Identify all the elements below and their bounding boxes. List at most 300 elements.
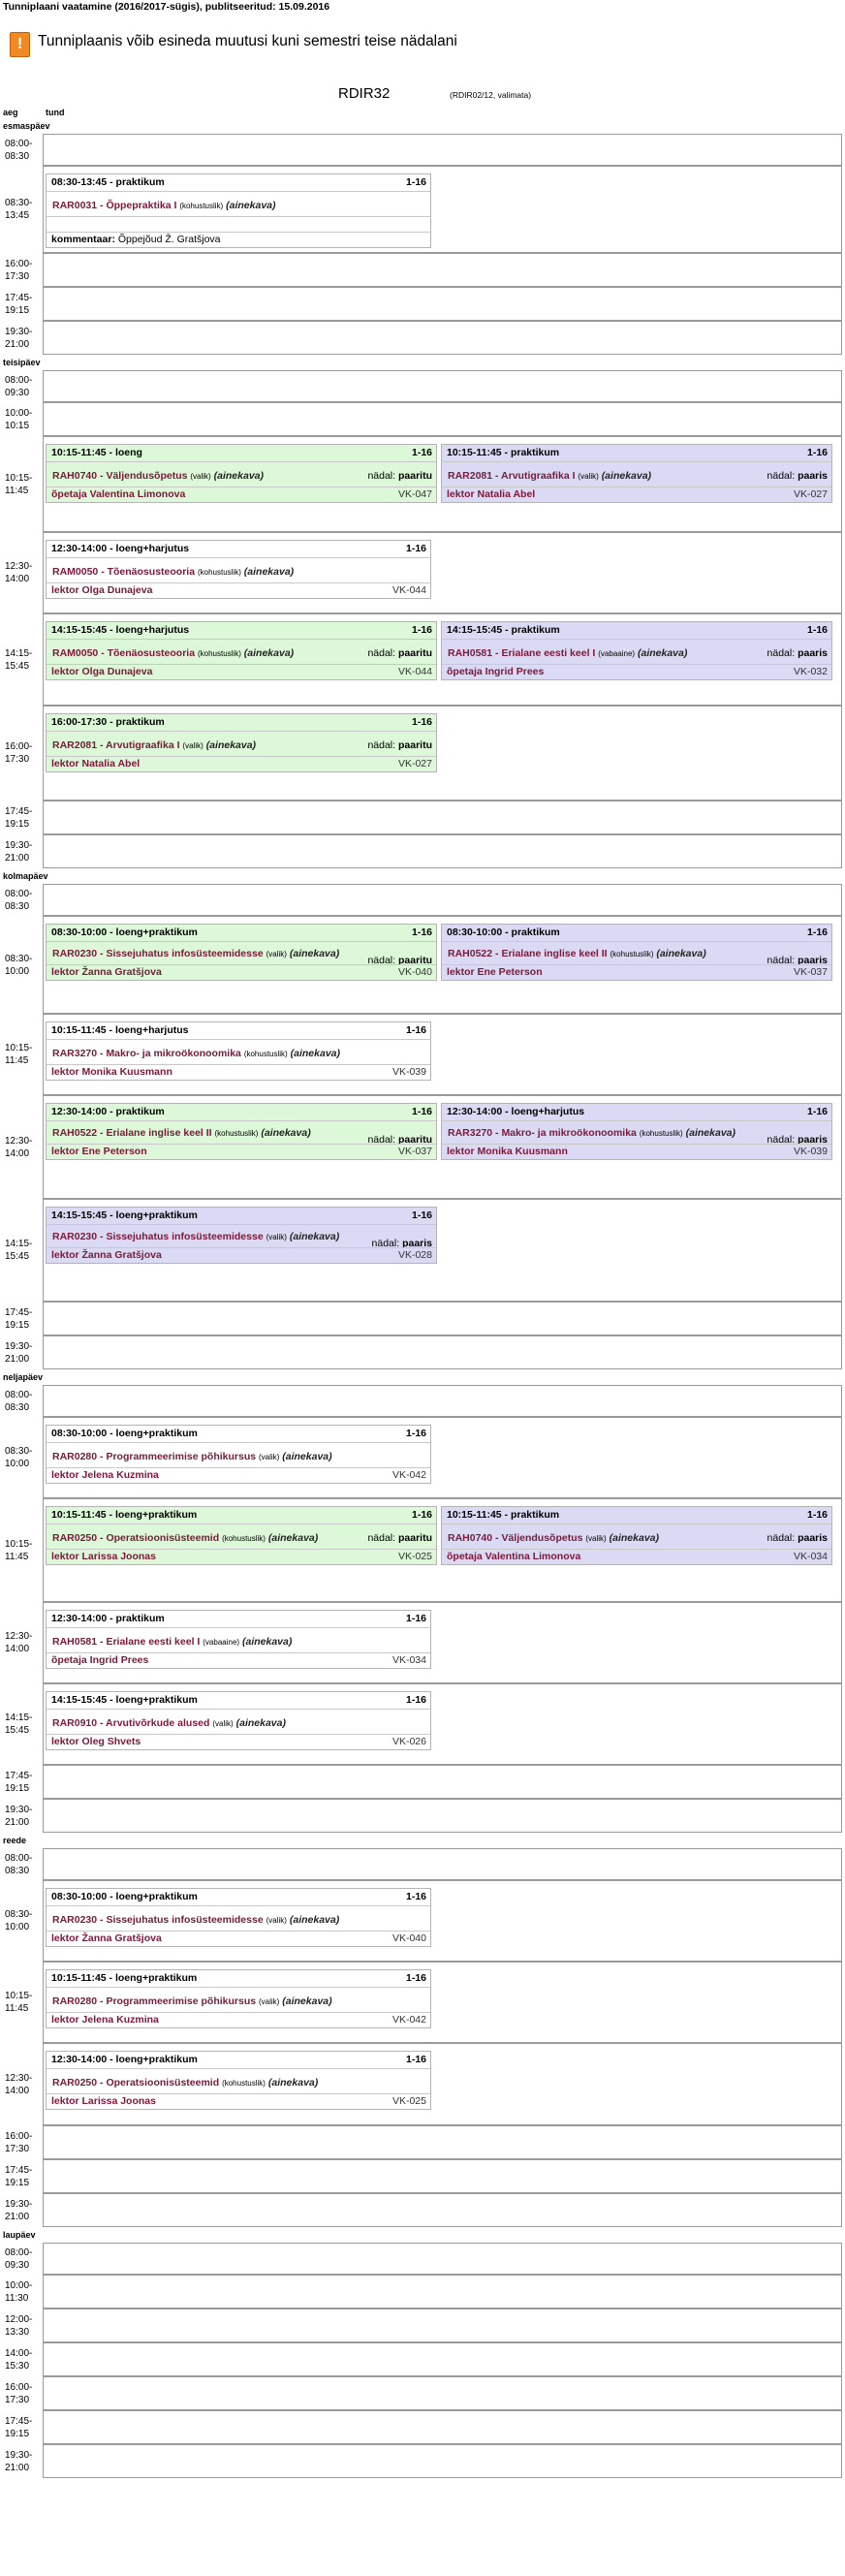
slot-cell — [43, 2193, 842, 2227]
subject-link[interactable]: RAR0230 - Sissejuhatus infosüsteemidesse — [52, 948, 264, 959]
subject-kind: (kohustuslik) — [610, 950, 654, 958]
parity-value: paaritu — [397, 739, 432, 751]
ainekava-link[interactable]: (ainekava) — [243, 647, 295, 659]
slot-cell — [43, 2444, 842, 2478]
slot-time: 10:00- 10:15 — [5, 407, 33, 431]
class-lecturer-row — [47, 487, 436, 502]
lecturer-name[interactable]: õpetaja Ingrid Prees — [447, 666, 545, 677]
ainekava-link[interactable]: (ainekava) — [289, 1914, 340, 1926]
slot-time: 08:00- 08:30 — [5, 138, 33, 162]
time-slot-row — [3, 2275, 842, 2309]
lecturer-name[interactable]: lektor Ene Peterson — [447, 966, 543, 978]
class-header — [47, 1611, 430, 1627]
subject-link[interactable]: RAH0581 - Erialane eesti keel I — [52, 1636, 201, 1648]
class-card[interactable] — [46, 924, 437, 981]
class-card[interactable] — [46, 1888, 431, 1947]
time-slot-row — [3, 1095, 842, 1199]
slot-cell — [43, 2410, 842, 2444]
slot-time: 16:00- 17:30 — [5, 2381, 33, 2405]
time-slot-row — [3, 436, 842, 532]
ainekava-link[interactable]: (ainekava) — [656, 948, 706, 959]
class-time-type: 14:15-15:45 - loeng+harjutus — [51, 624, 190, 636]
slot-time: 17:45- 19:15 — [5, 2164, 33, 2188]
class-header — [47, 1104, 436, 1120]
parity-value: paaritu — [397, 647, 432, 659]
class-lecturer-row — [47, 664, 436, 679]
subject-link[interactable]: RAR0250 - Operatsioonisüsteemid — [52, 1532, 220, 1544]
class-header — [47, 1970, 430, 1987]
slot-time: 10:15- 11:45 — [5, 1538, 33, 1562]
time-slot-row — [3, 2444, 842, 2478]
slot-cell — [43, 2376, 842, 2410]
time-slot-row — [3, 370, 842, 402]
class-weeks: 1-16 — [806, 1106, 828, 1117]
subject-link[interactable]: RAR0230 - Sissejuhatus infosüsteemidesse — [52, 1231, 264, 1242]
class-header — [442, 622, 831, 639]
lecturer-name[interactable]: lektor Natalia Abel — [51, 758, 141, 770]
class-lecturer-row — [47, 1931, 430, 1946]
class-weeks: 1-16 — [405, 1694, 426, 1706]
ainekava-link[interactable]: (ainekava) — [685, 1127, 736, 1139]
slot-cell — [43, 2342, 842, 2376]
ainekava-link[interactable]: (ainekava) — [290, 1048, 341, 1059]
parity-value: paaris — [402, 1238, 432, 1249]
class-lecturer-row — [47, 582, 430, 598]
class-weeks: 1-16 — [806, 927, 828, 938]
class-lecturer-row — [47, 756, 436, 771]
ainekava-link[interactable]: (ainekava) — [609, 1532, 660, 1544]
room-code: VK-042 — [391, 1469, 426, 1481]
class-empty-row — [47, 216, 430, 232]
week-parity — [367, 1531, 432, 1545]
class-subject-row — [47, 731, 436, 756]
subject-link[interactable]: RAR3270 - Makro- ja mikroökonoomika — [448, 1127, 637, 1139]
subject-kind: (valik) — [259, 1997, 280, 2006]
lecturer-name[interactable]: lektor Natalia Abel — [447, 488, 536, 500]
time-slot-row — [3, 2243, 842, 2275]
time-slot-row — [3, 532, 842, 613]
room-subtitle: (RDIR02/12, valimata) — [450, 90, 532, 100]
ainekava-link[interactable]: (ainekava) — [267, 2077, 319, 2089]
slot-time: 12:30- 14:00 — [5, 1135, 33, 1159]
class-header — [47, 2052, 430, 2068]
day-title-kolmapäev: kolmapäev — [3, 871, 48, 881]
lecturer-name[interactable]: lektor Monika Kuusmann — [51, 1066, 172, 1078]
comment-label: kommentaar: — [51, 234, 115, 245]
class-card[interactable] — [46, 1425, 431, 1484]
slot-time: 19:30- 21:00 — [5, 2198, 33, 2222]
class-time-type: 08:30-10:00 - loeng+praktikum — [51, 1428, 198, 1439]
parity-value: paaris — [798, 1134, 828, 1146]
day-title-laupäev: laupäev — [3, 2230, 36, 2240]
slot-time: 08:30- 10:00 — [5, 1909, 33, 1932]
subject-link[interactable]: RAR0280 - Programmeerimise põhikursus — [52, 1995, 257, 2007]
day-title-neljapäev: neljapäev — [3, 1372, 44, 1382]
ainekava-link[interactable]: (ainekava) — [601, 470, 652, 482]
slot-cell — [43, 1765, 842, 1799]
subject-kind: (valik) — [182, 741, 203, 750]
slot-time: 12:30- 14:00 — [5, 1631, 33, 1654]
slot-time: 19:30- 21:00 — [5, 326, 33, 350]
class-lecturer-row — [47, 1549, 436, 1564]
slot-cell — [43, 884, 842, 916]
class-header — [47, 445, 436, 461]
room-code: VK-037 — [793, 966, 828, 978]
lecturer-name[interactable]: lektor Oleg Shvets — [51, 1736, 141, 1747]
class-subject-row — [47, 1442, 430, 1467]
lecturer-name[interactable]: lektor Monika Kuusmann — [447, 1146, 568, 1157]
class-lecturer-row — [47, 1467, 430, 1483]
slot-cell — [43, 1335, 842, 1369]
lecturer-name[interactable]: õpetaja Valentina Limonova — [51, 488, 186, 500]
slot-time: 08:30- 13:45 — [5, 198, 33, 221]
parity-value: paaritu — [397, 955, 432, 966]
class-card[interactable] — [46, 621, 437, 680]
class-header — [442, 445, 831, 461]
slot-cell — [43, 1799, 842, 1833]
subject-link[interactable]: RAH0740 - Väljendusõpetus — [52, 470, 188, 482]
class-header — [47, 1208, 436, 1224]
class-card[interactable] — [46, 173, 431, 248]
room-code: VK-039 — [391, 1066, 426, 1078]
class-card[interactable] — [46, 1021, 431, 1081]
room-code: VK-025 — [391, 2095, 426, 2107]
subject-link[interactable]: RAM0050 - Tõenäosusteooria — [52, 647, 196, 659]
parity-value: paaritu — [397, 1532, 432, 1544]
class-time-type: 12:30-14:00 - loeng+praktikum — [51, 2054, 198, 2065]
class-card[interactable] — [46, 1969, 431, 2028]
ainekava-link[interactable]: (ainekava) — [243, 566, 295, 578]
time-slot-row — [3, 2159, 842, 2193]
class-card[interactable] — [441, 1506, 832, 1565]
ainekava-link[interactable]: (ainekava) — [282, 1995, 332, 2007]
class-lecturer-row — [47, 1144, 436, 1159]
ainekava-link[interactable]: (ainekava) — [235, 1717, 286, 1729]
slot-time: 12:30- 14:00 — [5, 2072, 33, 2096]
ainekava-link[interactable]: (ainekava) — [289, 1231, 340, 1242]
time-slot-row — [3, 613, 842, 706]
week-label: nädal: — [371, 1238, 400, 1249]
slot-cell — [43, 2159, 842, 2193]
subject-link[interactable]: RAH0740 - Väljendusõpetus — [448, 1532, 583, 1544]
class-lecturer-row — [442, 1549, 831, 1564]
slot-time: 12:00- 13:30 — [5, 2313, 33, 2338]
class-time-type: 10:15-11:45 - praktikum — [447, 447, 560, 458]
room-code: VK-034 — [793, 1551, 828, 1562]
class-time-type: 10:15-11:45 - loeng+praktikum — [51, 1509, 198, 1521]
room-code: VK-044 — [391, 584, 426, 596]
lecturer-name[interactable]: lektor Žanna Gratšjova — [51, 1932, 162, 1944]
time-slot-row — [3, 253, 842, 287]
class-weeks: 1-16 — [411, 624, 432, 636]
class-weeks: 1-16 — [411, 716, 432, 728]
subject-link[interactable]: RAR0910 - Arvutivõrkude alused — [52, 1717, 210, 1729]
ainekava-link[interactable]: (ainekava) — [289, 948, 340, 959]
slot-cell — [43, 253, 842, 287]
ainekava-link[interactable]: (ainekava) — [267, 1532, 319, 1544]
ainekava-link[interactable]: (ainekava) — [205, 739, 257, 751]
class-weeks: 1-16 — [405, 1024, 426, 1036]
ainekava-link[interactable]: (ainekava) — [213, 470, 265, 482]
subject-link[interactable]: RAR2081 - Arvutigraafika I — [448, 470, 576, 482]
slot-cell — [43, 1302, 842, 1335]
comment-text: Õppejõud Ž. Gratšjova — [117, 234, 221, 245]
ainekava-link[interactable]: (ainekava) — [242, 1636, 293, 1648]
class-weeks: 1-16 — [405, 1613, 426, 1624]
subject-kind: (kohustuslik) — [197, 568, 241, 577]
time-slot-row — [3, 1962, 842, 2043]
week-label: nädal: — [367, 739, 396, 751]
time-slot-row — [3, 1385, 842, 1417]
class-subject-row — [442, 1120, 831, 1144]
time-slot-row — [3, 884, 842, 916]
ainekava-link[interactable]: (ainekava) — [638, 647, 688, 659]
parity-value: paaris — [798, 647, 828, 659]
class-weeks: 1-16 — [806, 1509, 828, 1521]
class-weeks: 1-16 — [806, 447, 828, 458]
class-weeks: 1-16 — [405, 1891, 426, 1902]
class-card[interactable] — [46, 540, 431, 599]
room-code: VK-040 — [391, 1932, 426, 1944]
day-title-teisipäev: teisipäev — [3, 358, 41, 367]
lecturer-name[interactable]: õpetaja Ingrid Prees — [51, 1654, 149, 1666]
lecturer-name[interactable]: lektor Larissa Joonas — [51, 2095, 156, 2107]
class-lecturer-row — [442, 664, 831, 679]
subject-kind: (vabaaine) — [598, 649, 636, 658]
time-slot-row — [3, 706, 842, 801]
time-slot-row — [3, 2410, 842, 2444]
ainekava-link[interactable]: (ainekava) — [261, 1127, 311, 1139]
class-weeks: 1-16 — [411, 1509, 432, 1521]
slot-cell — [43, 321, 842, 355]
subject-link[interactable]: RAH0522 - Erialane inglise keel II — [52, 1127, 212, 1139]
class-card[interactable] — [46, 444, 437, 503]
lecturer-name[interactable]: lektor Jelena Kuzmina — [51, 1469, 159, 1481]
class-header — [47, 1022, 430, 1039]
slot-cell — [43, 2243, 842, 2275]
subject-link[interactable]: RAR0280 - Programmeerimise põhikursus — [52, 1451, 257, 1462]
slot-cell — [43, 801, 842, 834]
class-card[interactable] — [441, 444, 832, 503]
room-code: VK-027 — [397, 758, 432, 770]
notice-banner — [0, 29, 845, 52]
slot-cell — [43, 370, 842, 402]
warning-icon: ! — [10, 32, 30, 57]
class-header — [47, 714, 436, 731]
day-title-reede: reede — [3, 1836, 27, 1845]
class-subject-row — [47, 461, 436, 487]
time-slot-row — [3, 321, 842, 355]
class-card[interactable] — [46, 1103, 437, 1160]
subject-link[interactable]: RAH0522 - Erialane inglise keel II — [448, 948, 608, 959]
class-lecturer-row — [47, 2093, 430, 2109]
parity-value: paaritu — [397, 470, 432, 482]
class-subject-row — [47, 1224, 436, 1247]
subject-kind: (kohustuslik) — [243, 1050, 288, 1058]
parity-value: paaris — [798, 470, 828, 482]
class-header — [47, 925, 436, 941]
time-slot-row — [3, 1335, 842, 1369]
subject-link[interactable]: RAR0230 - Sissejuhatus infosüsteemidesse — [52, 1914, 264, 1926]
week-parity — [367, 646, 432, 660]
slot-time: 08:00- 09:30 — [5, 374, 33, 398]
class-lecturer-row — [442, 964, 831, 980]
lecturer-name[interactable]: lektor Olga Dunajeva — [51, 666, 153, 677]
slot-time: 08:00- 08:30 — [5, 1389, 33, 1413]
subject-link[interactable]: RAM0050 - Tõenäosusteooria — [52, 566, 196, 578]
class-comment — [47, 232, 430, 247]
room-code: VK-025 — [397, 1551, 432, 1562]
subject-link[interactable]: RAR2081 - Arvutigraafika I — [52, 739, 180, 751]
class-subject-row — [47, 1039, 430, 1064]
class-lecturer-row — [47, 1064, 430, 1080]
class-card[interactable] — [46, 2051, 431, 2110]
slot-time: 17:45- 19:15 — [5, 805, 33, 830]
class-subject-row — [47, 1627, 430, 1652]
subject-link[interactable]: RAR0031 - Õppepraktika I — [52, 200, 177, 211]
subject-kind: (valik) — [266, 1916, 287, 1925]
subject-kind: (valik) — [259, 1453, 280, 1461]
class-header — [47, 1692, 430, 1709]
time-slot-row — [3, 134, 842, 166]
class-time-type: 08:30-13:45 - praktikum — [51, 176, 165, 188]
lecturer-name[interactable]: lektor Larissa Joonas — [51, 1551, 156, 1562]
class-time-type: 10:15-11:45 - loeng+harjutus — [51, 1024, 189, 1036]
class-card[interactable] — [46, 713, 437, 772]
slot-time: 17:45- 19:15 — [5, 292, 33, 316]
slot-cell — [43, 1385, 842, 1417]
class-subject-row — [47, 1905, 430, 1931]
slot-time: 08:00- 08:30 — [5, 888, 33, 912]
slot-time: 12:30- 14:00 — [5, 561, 33, 584]
subject-kind: (kohustuslik) — [222, 2079, 266, 2088]
parity-value: paaritu — [397, 1134, 432, 1146]
class-header — [47, 541, 430, 557]
class-lecturer-row — [442, 487, 831, 502]
room-code: VK-037 — [397, 1146, 432, 1157]
lecturer-name[interactable]: lektor Jelena Kuzmina — [51, 2014, 159, 2026]
class-lecturer-row — [47, 1734, 430, 1749]
class-time-type: 12:30-14:00 - loeng+harjutus — [51, 543, 190, 554]
subject-link[interactable]: RAR0250 - Operatsioonisüsteemid — [52, 2077, 220, 2089]
slot-time: 16:00- 17:30 — [5, 2130, 33, 2154]
subject-kind: (valik) — [578, 472, 599, 481]
room-code: VK-044 — [397, 666, 432, 677]
week-label: nädal: — [367, 1134, 396, 1146]
time-slot-row — [3, 2125, 842, 2159]
subject-kind: (valik) — [266, 950, 287, 958]
subject-link[interactable]: RAR3270 - Makro- ja mikroökonoomika — [52, 1048, 241, 1059]
time-slot-row — [3, 1498, 842, 1602]
week-label: nädal: — [367, 955, 396, 966]
class-subject-row — [47, 557, 430, 582]
time-slot-row — [3, 1799, 842, 1833]
slot-time: 08:30- 10:00 — [5, 1446, 33, 1469]
time-slot-row — [3, 2193, 842, 2227]
subject-kind: (kohustuslik) — [214, 1129, 259, 1138]
class-header — [47, 1507, 436, 1524]
class-weeks: 1-16 — [411, 927, 432, 938]
time-slot-row — [3, 2342, 842, 2376]
time-slot-row — [3, 166, 842, 253]
lecturer-name[interactable]: lektor Žanna Gratšjova — [51, 1249, 162, 1261]
week-label: nädal: — [367, 1532, 396, 1544]
class-header — [47, 622, 436, 639]
slot-cell — [43, 1848, 842, 1880]
subject-kind: (valik) — [212, 1719, 234, 1728]
class-time-type: 12:30-14:00 - praktikum — [51, 1613, 165, 1624]
class-card[interactable] — [441, 924, 832, 981]
week-label: nädal: — [767, 955, 796, 966]
class-time-type: 10:15-11:45 - praktikum — [447, 1509, 560, 1521]
class-lecturer-row — [47, 2012, 430, 2027]
ainekava-link[interactable]: (ainekava) — [226, 200, 276, 211]
week-parity — [367, 469, 432, 483]
class-subject-row — [47, 639, 436, 664]
class-card[interactable] — [46, 1207, 437, 1264]
slot-time: 16:00- 17:30 — [5, 258, 33, 282]
slot-time: 19:30- 21:00 — [5, 839, 33, 864]
class-card[interactable] — [441, 621, 832, 680]
class-weeks: 1-16 — [405, 543, 426, 554]
week-parity — [767, 469, 828, 483]
class-card[interactable] — [46, 1506, 437, 1565]
class-subject-row — [47, 2068, 430, 2093]
room-title — [0, 85, 845, 124]
slot-time: 19:30- 21:00 — [5, 2449, 33, 2473]
class-card[interactable] — [46, 1691, 431, 1750]
time-slot-row — [3, 1765, 842, 1799]
class-card[interactable] — [441, 1103, 832, 1160]
class-lecturer-row — [47, 964, 436, 980]
week-label: nädal: — [367, 470, 396, 482]
class-time-type: 12:30-14:00 - praktikum — [51, 1106, 165, 1117]
subject-kind: (kohustuslik) — [197, 649, 241, 658]
class-card[interactable] — [46, 1610, 431, 1669]
class-subject-row — [47, 191, 430, 216]
lecturer-name[interactable]: lektor Ene Peterson — [51, 1146, 147, 1157]
slot-time: 19:30- 21:00 — [5, 1804, 33, 1828]
lecturer-name[interactable]: lektor Žanna Gratšjova — [51, 966, 162, 978]
lecturer-name[interactable]: õpetaja Valentina Limonova — [447, 1551, 581, 1562]
subject-kind: (valik) — [190, 472, 211, 481]
slot-time: 14:15- 15:45 — [5, 1712, 33, 1736]
class-time-type: 14:15-15:45 - loeng+praktikum — [51, 1209, 198, 1221]
subject-link[interactable]: RAH0581 - Erialane eesti keel I — [448, 647, 596, 659]
room-code: VK-040 — [397, 966, 432, 978]
class-time-type: 12:30-14:00 - loeng+harjutus — [447, 1106, 585, 1117]
time-slot-row — [3, 1302, 842, 1335]
slot-time: 19:30- 21:00 — [5, 1340, 33, 1365]
time-slot-row — [3, 2043, 842, 2125]
class-subject-row — [442, 639, 831, 664]
slot-time: 10:00- 11:30 — [5, 2279, 33, 2304]
slot-cell — [43, 287, 842, 321]
lecturer-name[interactable]: lektor Olga Dunajeva — [51, 584, 153, 596]
class-weeks: 1-16 — [405, 176, 426, 188]
class-weeks: 1-16 — [411, 1209, 432, 1221]
time-slot-row — [3, 1014, 842, 1095]
class-header — [442, 1507, 831, 1524]
class-subject-row — [442, 461, 831, 487]
room-code: VK-039 — [793, 1146, 828, 1157]
room-code: VK-028 — [397, 1249, 432, 1261]
slot-time: 10:15- 11:45 — [5, 472, 33, 496]
parity-value: paaris — [798, 1532, 828, 1544]
class-header — [47, 174, 430, 191]
slot-time: 16:00- 17:30 — [5, 741, 33, 765]
ainekava-link[interactable]: (ainekava) — [282, 1451, 332, 1462]
